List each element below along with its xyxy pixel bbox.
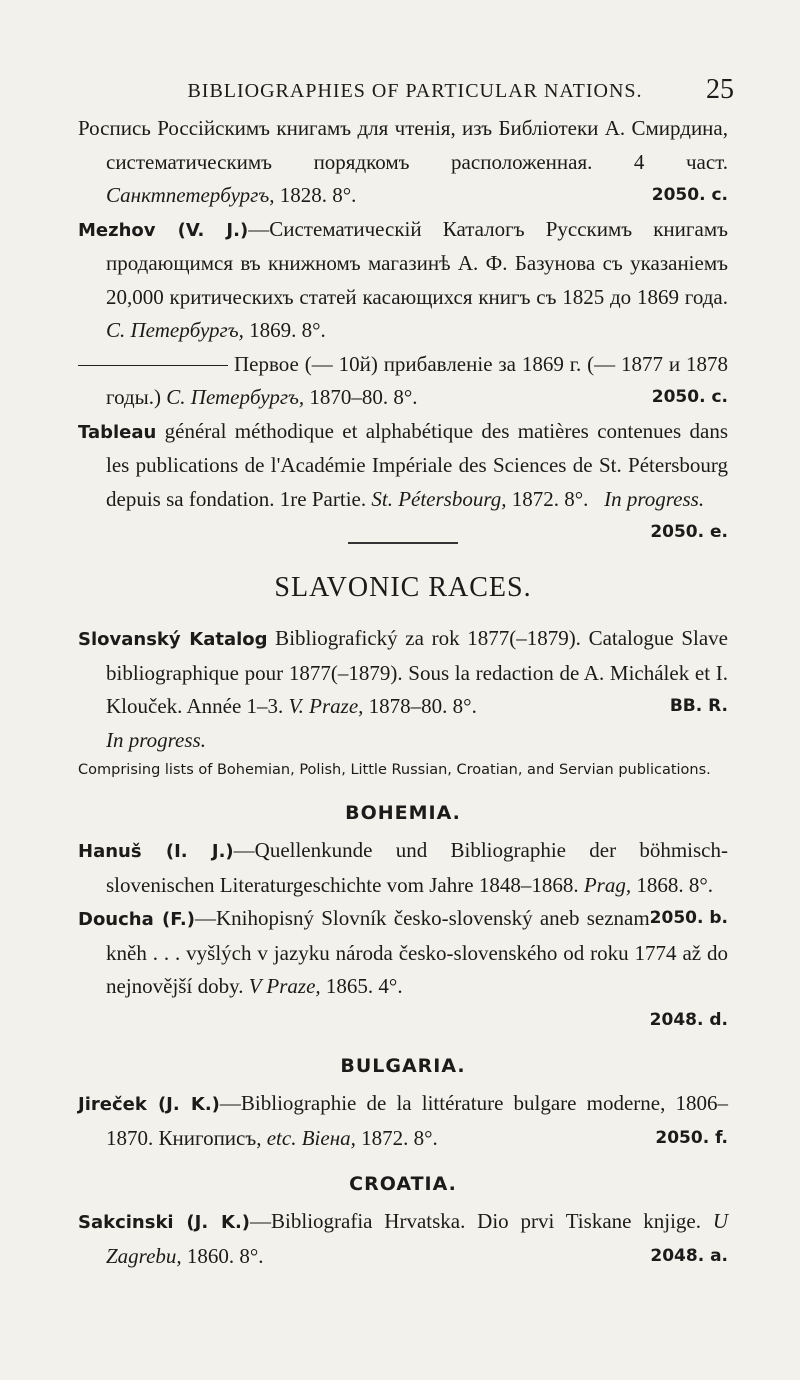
entry-hanus: Hanuš (I. J.)—Quellenkunde und Bibliographie der böhmisch-slovenischen Literaturgeschichte vom Jahre 1848–1868. Prag, 1868. 8°. 2050. b. [78,834,728,902]
entry-author: Doucha (F.) [78,909,195,930]
entry-mezhov-supplement: Первое (— 10й) прибавленіе за 1869 г. (— 1877 и 1878 годы.) С. Петербургъ, 1870–80. 8°. 2050. c. [78,348,728,415]
section-heading-slavonic: SLAVONIC RACES. [274,572,532,603]
shelfmark: 2050. b. [649,908,728,928]
shelfmark: 2050. c. [651,387,728,407]
page-body [78,112,728,1273]
shelfmark: 2050. c. [651,185,728,205]
entry-mezhov: Mezhov (V. J.)—Систематическій Каталогъ Русскимъ книгамъ продающимся въ книжномъ магазинѣ А. Ф. Базунова съ указаніемъ 20,000 критическихъ статей касающихся книгъ съ 1825 до 1869 года. С. Петербургъ, 1869. 8°. [78,216,728,342]
entry-author: Tableau [78,421,157,443]
entry-author: Slovanský Katalog [78,629,268,650]
section-heading-bohemia: BOHEMIA. [345,802,461,824]
entry-author: Mezhov (V. J.) [78,219,249,241]
entry-slovansky: Slovanský Katalog Bibliografický za rok 1877(–1879). Catalogue Slave bibliographique pour 1877(–1879). Sous la redaction de A. Michálek et I. Klouček. Année 1–3. V. Praze, 1878–80. 8°. BB. R. In progress. [78,626,729,752]
entry-doucha: Doucha (F.)—Knihopisný Slovník česko-slovenský aneb seznam kněh . . . vyšlých v jazyku národa česko-slovenského od roku 1774 až do nejnovější doby. V Praze, 1865. 4°. 2048. d. [78,902,728,1004]
running-title: BIBLIOGRAPHIES OF PARTICULAR NATIONS. [187,80,643,102]
shelfmark: 2050. f. [655,1127,728,1148]
page-number: 25 [706,74,734,105]
section-rule [348,542,458,544]
shelfmark: 2048. a. [650,1245,728,1266]
entry-jirecek: Jireček (J. K.)—Bibliographie de la littérature bulgare moderne, 1806–1870. Книгописъ, etc. Віена, 1872. 8°. 2050. f. [78,1087,728,1155]
shelfmark: BB. R. [669,696,728,716]
entry-note: Comprising lists of Bohemian, Polish, Little Russian, Croatian, and Servian publications. [78,762,711,778]
shelfmark: 2048. d. [649,1009,728,1030]
entry-author: Sakcinski (J. K.) [78,1212,251,1233]
entry-rospis: Роспись Россійскимъ книгамъ для чтенія, изъ Библіотеки А. Смирдина, систематическимъ порядкомъ расположенная. 4 част. Санктпетербургъ, 1828. 8°. 2050. c. [78,112,728,213]
entry-author: Jireček (J. K.) [78,1094,220,1115]
ditto-dash [78,365,228,366]
entry-author: Hanuš (I. J.) [78,841,234,862]
shelfmark: 2050. e. [650,522,728,542]
entry-sakcinski: Sakcinski (J. K.)—Bibliografia Hrvatska. Dio prvi Tiskane knjige. U Zagrebu, 1860. 8°. 2048. a. [78,1205,728,1273]
entry-tableau: Tableau général méthodique et alphabétique des matières contenues dans les publications de l'Académie Impériale des Sciences de St. Pétersbourg depuis sa fondation. 1re Partie. St. Pétersbourg, 1872. 8°. In progress. 2050. e. [78,415,728,517]
section-heading-bulgaria: BULGARIA. [340,1055,466,1077]
section-heading-croatia: CROATIA. [349,1173,457,1195]
